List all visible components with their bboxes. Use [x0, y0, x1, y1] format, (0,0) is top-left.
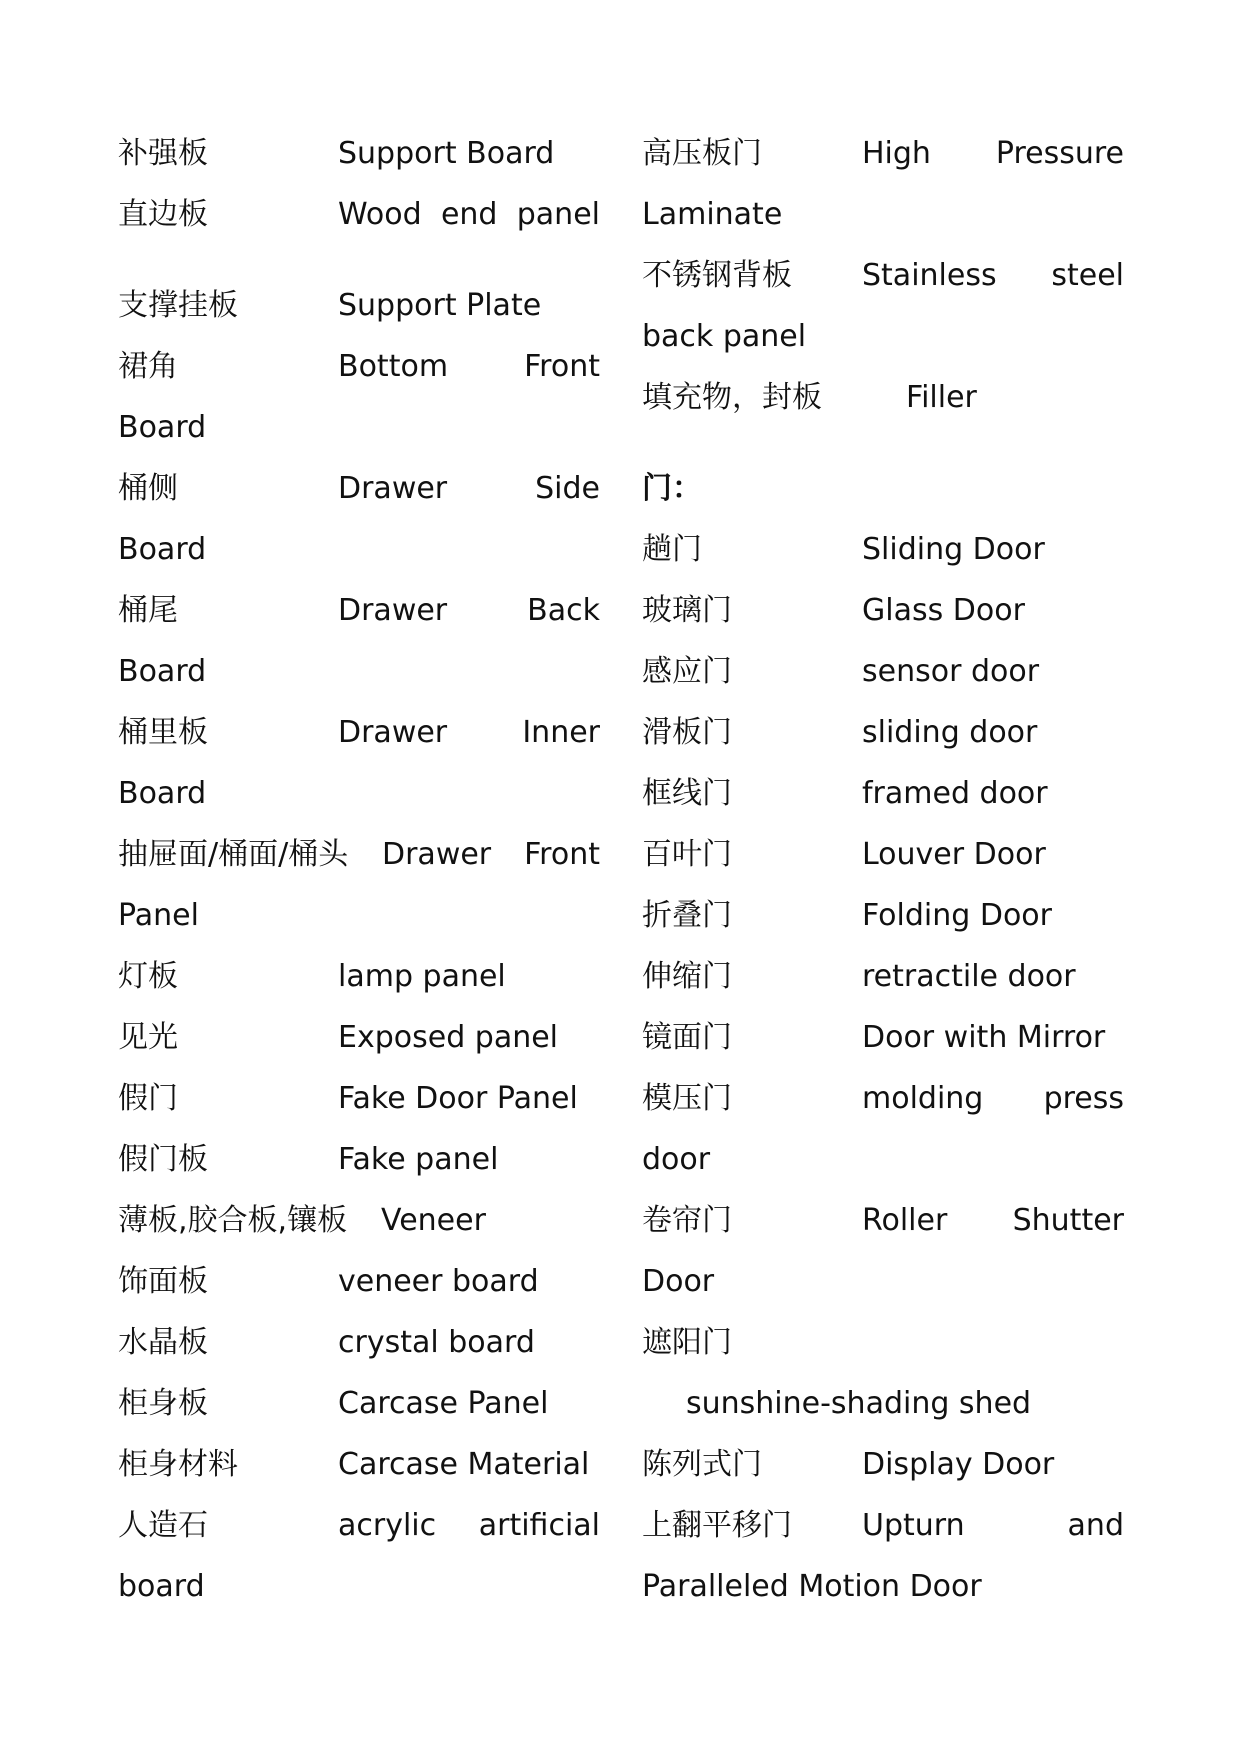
term-english: Fake panel [338, 1142, 499, 1177]
term-english: Support Board [338, 136, 555, 171]
term-english-continuation: Board [118, 654, 207, 689]
term-chinese: 补强板 [118, 136, 208, 171]
term-english: retractile door [862, 959, 1076, 994]
glossary-row [118, 1373, 600, 1434]
term-chinese: 陈列式门 [642, 1447, 762, 1482]
term-english [862, 123, 1124, 184]
glossary-row [118, 1434, 600, 1495]
term-english-word: Side [535, 471, 600, 506]
term-english: Exposed panel [338, 1020, 559, 1055]
term-english-continuation: Door [642, 1264, 715, 1299]
term-english [862, 1190, 1124, 1251]
glossary-row-continuation [642, 184, 1124, 245]
term-english: framed door [862, 776, 1048, 811]
term-english [382, 824, 600, 885]
glossary-row-continuation [642, 1556, 1124, 1617]
term-chinese: 见光 [118, 1020, 178, 1055]
glossary-row-continuation [642, 1251, 1124, 1312]
term-chinese: 高压板门 [642, 136, 762, 171]
glossary-row [642, 1068, 1124, 1129]
glossary-row [642, 824, 1124, 885]
term-english: sunshine-shading shed [686, 1386, 1032, 1421]
glossary-row [642, 123, 1124, 184]
term-english-word: Front [524, 349, 600, 384]
term-english-word: Drawer [382, 837, 492, 872]
glossary-row [118, 458, 600, 519]
glossary-row [642, 885, 1124, 946]
term-english-word: Pressure [995, 136, 1124, 171]
term-english [862, 1068, 1124, 1129]
glossary-row-continuation [642, 306, 1124, 367]
term-english [862, 1495, 1124, 1556]
term-chinese: 薄板,胶合板,镶板 [118, 1203, 348, 1238]
term-chinese: 人造石 [118, 1508, 208, 1543]
term-english: Carcase Panel [338, 1386, 549, 1421]
glossary-row [118, 1312, 600, 1373]
term-chinese: 镜面门 [642, 1020, 732, 1055]
glossary-row-continuation [118, 641, 600, 702]
term-english: Glass Door [862, 593, 1025, 628]
term-chinese: 桶尾 [118, 593, 178, 628]
term-chinese: 柜身材料 [118, 1447, 238, 1482]
term-chinese: 模压门 [642, 1081, 732, 1116]
glossary-row [118, 1251, 600, 1312]
glossary-row [118, 580, 600, 641]
term-english: Veneer [381, 1203, 486, 1238]
term-english-word: High [862, 136, 931, 171]
term-chinese: 直边板 [118, 197, 208, 232]
glossary-row [642, 1495, 1124, 1556]
glossary-row [642, 702, 1124, 763]
term-chinese: 卷帘门 [642, 1203, 732, 1238]
glossary-row [642, 763, 1124, 824]
term-chinese: 假门 [118, 1081, 178, 1116]
term-english: Sliding Door [862, 532, 1045, 567]
term-english-word: Drawer [338, 593, 448, 628]
term-english-word: steel [1051, 258, 1124, 293]
term-english: Support Plate [338, 288, 542, 323]
right-glossary-column [642, 123, 1124, 1617]
glossary-row [118, 824, 600, 885]
glossary-row [642, 641, 1124, 702]
term-english-continuation: back panel [642, 319, 807, 354]
term-chinese: 滑板门 [642, 715, 732, 750]
term-english-word: end [440, 197, 498, 232]
term-english-continuation: Laminate [642, 197, 783, 232]
term-english-word: Shutter [1012, 1203, 1124, 1238]
term-chinese: 假门板 [118, 1142, 208, 1177]
term-chinese: 裙角 [118, 349, 178, 384]
term-english-word: acrylic [338, 1508, 437, 1543]
glossary-row [642, 1312, 1124, 1373]
term-english [338, 1495, 600, 1556]
term-chinese: 桶侧 [118, 471, 178, 506]
term-chinese: 抽屉面/桶面/桶头 [118, 837, 349, 872]
glossary-row-continuation [642, 1373, 1124, 1434]
glossary-row [118, 123, 600, 184]
glossary-row [642, 580, 1124, 641]
term-chinese: 趟门 [642, 532, 702, 567]
doors-heading-text: 门： [642, 471, 702, 506]
term-chinese: 不锈钢背板 [642, 258, 792, 293]
term-english-continuation: board [118, 1569, 205, 1604]
glossary-row-continuation [118, 885, 600, 946]
term-chinese: 灯板 [118, 959, 178, 994]
term-english-continuation: Board [118, 776, 207, 811]
term-english: crystal board [338, 1325, 535, 1360]
glossary-row [642, 1007, 1124, 1068]
term-english-word: molding [862, 1081, 984, 1116]
term-chinese: 柜身板 [118, 1386, 208, 1421]
glossary-row [118, 1495, 600, 1556]
glossary-row [118, 702, 600, 763]
term-english-word: Drawer [338, 471, 448, 506]
term-english [338, 702, 600, 763]
term-english-continuation: door [642, 1142, 711, 1177]
term-english [338, 580, 600, 641]
term-chinese: 水晶板 [118, 1325, 208, 1360]
term-english-continuation: Board [118, 410, 207, 445]
term-english: Door with Mirror [862, 1020, 1106, 1055]
glossary-row [118, 1190, 600, 1251]
term-english-word: Wood [338, 197, 422, 232]
term-chinese: 伸缩门 [642, 959, 732, 994]
term-english: Fake Door Panel [338, 1081, 578, 1116]
term-english: Filler [906, 380, 977, 415]
term-chinese: 玻璃门 [642, 593, 732, 628]
glossary-row [642, 245, 1124, 306]
term-english: Display Door [862, 1447, 1055, 1482]
term-chinese: 百叶门 [642, 837, 732, 872]
glossary-row [642, 1190, 1124, 1251]
term-english: Folding Door [862, 898, 1052, 933]
term-english-continuation: Panel [118, 898, 199, 933]
term-english-word: and [1067, 1508, 1124, 1543]
term-chinese: 框线门 [642, 776, 732, 811]
term-english-word: panel [516, 197, 600, 232]
term-chinese: 感应门 [642, 654, 732, 689]
glossary-row [642, 367, 1124, 428]
term-english: Louver Door [862, 837, 1046, 872]
glossary-row [118, 1129, 600, 1190]
term-english: veneer board [338, 1264, 539, 1299]
term-english-word: Roller [862, 1203, 948, 1238]
term-chinese: 折叠门 [642, 898, 732, 933]
glossary-row-continuation [118, 1556, 600, 1617]
section-heading-doors [642, 458, 1124, 519]
glossary-row [118, 275, 600, 336]
glossary-row [118, 336, 600, 397]
term-chinese: 填充物，封板 [642, 380, 822, 415]
term-chinese: 遮阳门 [642, 1325, 732, 1360]
term-chinese: 饰面板 [118, 1264, 208, 1299]
term-english [338, 336, 600, 397]
glossary-row [642, 946, 1124, 1007]
glossary-row [642, 1434, 1124, 1495]
glossary-row [118, 946, 600, 1007]
term-english-word: Drawer [338, 715, 448, 750]
glossary-row [118, 1007, 600, 1068]
term-english-continuation: Paralleled Motion Door [642, 1569, 982, 1604]
left-glossary-column [118, 123, 600, 1617]
term-english [338, 184, 600, 245]
term-chinese: 上翻平移门 [642, 1508, 792, 1543]
term-english-continuation: Board [118, 532, 207, 567]
term-english: sensor door [862, 654, 1040, 689]
term-english [862, 245, 1124, 306]
term-english-word: Back [527, 593, 600, 628]
glossary-row [118, 184, 600, 245]
term-english-word: press [1043, 1081, 1124, 1116]
term-english: Carcase Material [338, 1447, 590, 1482]
term-english-word: artificial [478, 1508, 600, 1543]
glossary-row-continuation [118, 397, 600, 458]
glossary-row-continuation [118, 763, 600, 824]
term-english: lamp panel [338, 959, 506, 994]
term-english-word: Front [524, 837, 600, 872]
glossary-row-continuation [642, 1129, 1124, 1190]
glossary-row [642, 519, 1124, 580]
term-english-word: Stainless [862, 258, 997, 293]
term-english-word: Inner [522, 715, 600, 750]
term-english-word: Upturn [862, 1508, 965, 1543]
term-english-word: Bottom [338, 349, 449, 384]
term-chinese: 支撑挂板 [118, 288, 238, 323]
glossary-row [118, 1068, 600, 1129]
term-english: sliding door [862, 715, 1038, 750]
glossary-row-continuation [118, 519, 600, 580]
term-chinese: 桶里板 [118, 715, 208, 750]
term-english [338, 458, 600, 519]
